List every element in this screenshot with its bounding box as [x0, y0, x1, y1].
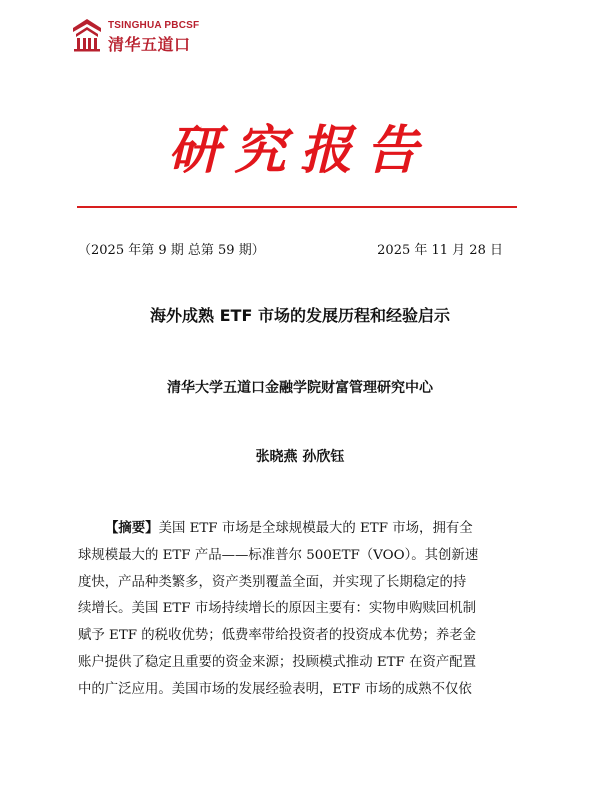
- abstract-line-text: 美国 ETF 市场是全球规模最大的 ETF 市场，拥有全: [158, 521, 473, 536]
- abstract-line: 度快，产品种类繁多，资产类别覆盖全面，并实现了长期稳定的持: [78, 574, 467, 590]
- abstract-paragraph: [78, 516, 520, 704]
- abstract-line: 赋予 ETF 的税收优势；低费率带给投资者的投资成本优势；养老金: [78, 628, 477, 644]
- abstract-line: 账户提供了稳定且重要的资金来源；投顾模式推动 ETF 在资产配置: [78, 654, 477, 670]
- header-divider: [77, 206, 517, 208]
- author-names: 张晓燕 孙欣钰: [255, 449, 345, 465]
- report-title: 海外成熟 ETF 市场的发展历程和经验启示: [150, 306, 450, 325]
- report-banner-title: 研究报告: [167, 120, 432, 181]
- issue-number: （2025 年第 9 期 总第 59 期）: [78, 243, 265, 258]
- abstract-line: 中的广泛应用。美国市场的发展经验表明，ETF 市场的成熟不仅依: [78, 681, 472, 697]
- abstract-line: 球规模最大的 ETF 产品——标准普尔 500ETF（VOO）。其创新速: [78, 547, 479, 563]
- abstract-label: 【摘要】: [105, 521, 159, 536]
- abstract-line: 续增长。美国 ETF 市场持续增长的原因主要有：实物申购赎回机制: [78, 601, 477, 617]
- publication-date: 2025 年 11 月 28 日: [377, 243, 503, 258]
- header-logo: [72, 18, 212, 52]
- tsinghua-pbcsf-logo-icon: [72, 18, 102, 52]
- institution-name: 清华大学五道口金融学院财富管理研究中心: [167, 380, 433, 396]
- logo-english-text: TSINGHUA PBCSF: [108, 20, 200, 31]
- abstract-line: [78, 516, 520, 543]
- logo-chinese-text: 清华五道口: [108, 35, 191, 54]
